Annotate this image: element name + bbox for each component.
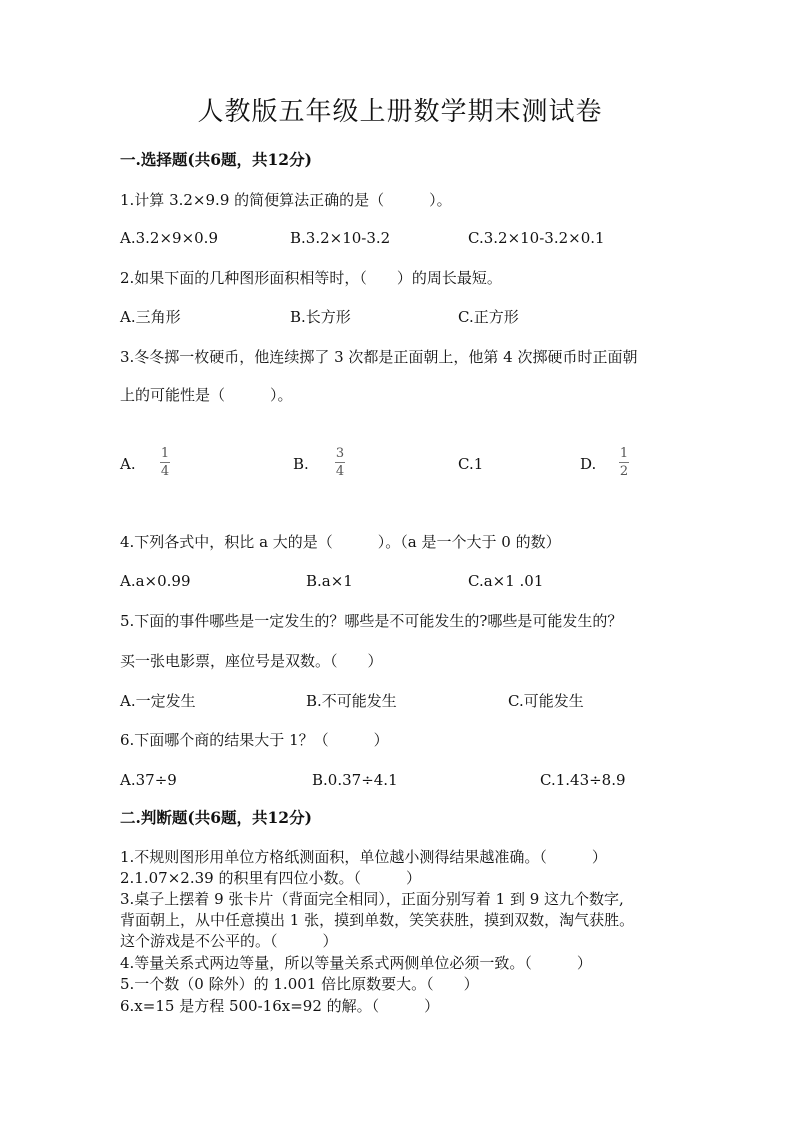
question-2-option-b[interactable]: B.长方形	[290, 308, 351, 326]
judge-line-5: 这个游戏是不公平的。（ ）	[120, 932, 338, 950]
question-3-stem-line2: 上的可能性是（ ）。	[120, 386, 293, 404]
question-4-stem: 4.下列各式中，积比 a 大的是（ ）。（a 是一个大于 0 的数）	[120, 533, 561, 551]
fraction-bar	[335, 462, 345, 463]
question-3-option-d[interactable]: D.	[580, 455, 597, 473]
question-4-option-b[interactable]: B.a×1	[306, 572, 353, 590]
fraction-numerator: 1	[619, 446, 629, 461]
fraction-denominator: 2	[619, 464, 629, 479]
fraction-bar	[619, 462, 629, 463]
question-2-option-c[interactable]: C.正方形	[458, 308, 519, 326]
question-1-option-c[interactable]: C.3.2×10-3.2×0.1	[468, 229, 605, 247]
section-heading-judge: 二.判断题(共6题，共12分)	[120, 808, 312, 827]
fraction-denominator: 4	[335, 464, 345, 479]
question-3-option-c[interactable]: C.1	[458, 455, 484, 473]
question-1-stem: 1.计算 3.2×9.9 的简便算法正确的是（ ）。	[120, 191, 452, 209]
question-5-stem-line1: 5.下面的事件哪些是一定发生的？哪些是不可能发生的?哪些是可能发生的？	[120, 612, 623, 630]
fraction-denominator: 4	[160, 464, 170, 479]
question-5-option-c[interactable]: C.可能发生	[508, 692, 584, 710]
fraction-numerator: 1	[160, 446, 170, 461]
question-3-fraction-d	[619, 447, 629, 478]
question-5-option-b[interactable]: B.不可能发生	[306, 692, 397, 710]
question-3-fraction-a	[160, 447, 170, 478]
judge-line-1: 1.不规则图形用单位方格纸测面积，单位越小测得结果越准确。（ ）	[120, 848, 607, 866]
question-1-option-b[interactable]: B.3.2×10-3.2	[290, 229, 391, 247]
question-2-option-a[interactable]: A.三角形	[120, 308, 181, 326]
question-3-fraction-b	[335, 447, 345, 478]
question-6-stem: 6.下面哪个商的结果大于 1？（ ）	[120, 731, 389, 749]
question-3-stem-line1: 3.冬冬掷一枚硬币，他连续掷了 3 次都是正面朝上，他第 4 次掷硬币时正面朝	[120, 348, 638, 366]
question-6-option-b[interactable]: B.0.37÷4.1	[312, 771, 398, 789]
fraction-bar	[160, 462, 170, 463]
question-1-option-a[interactable]: A.3.2×9×0.9	[120, 229, 218, 247]
question-3-option-b[interactable]: B.	[293, 455, 309, 473]
question-6-option-c[interactable]: C.1.43÷8.9	[540, 771, 626, 789]
judge-line-3: 3.桌子上摆着 9 张卡片（背面完全相同），正面分别写着 1 到 9 这九个数字,	[120, 890, 624, 908]
question-4-option-a[interactable]: A.a×0.99	[120, 572, 191, 590]
question-5-option-a[interactable]: A.一定发生	[120, 692, 196, 710]
judge-line-2: 2.1.07×2.39 的积里有四位小数。（ ）	[120, 869, 421, 887]
question-6-option-a[interactable]: A.37÷9	[120, 771, 177, 789]
judge-line-6: 4.等量关系式两边等量，所以等量关系式两侧单位必须一致。（ ）	[120, 954, 592, 972]
question-5-stem-line2: 买一张电影票，座位号是双数。（ ）	[120, 652, 383, 670]
question-2-stem: 2.如果下面的几种图形面积相等时，（ ）的周长最短。	[120, 269, 502, 287]
question-3-option-a[interactable]: A.	[120, 455, 136, 473]
judge-line-8: 6.x=15 是方程 500-16x=92 的解。（ ）	[120, 997, 440, 1015]
page-title: 人教版五年级上册数学期末测试卷	[197, 97, 603, 127]
judge-line-4: 背面朝上，从中任意摸出 1 张，摸到单数，笑笑获胜，摸到双数，淘气获胜。	[120, 911, 635, 929]
question-4-option-c[interactable]: C.a×1 .01	[468, 572, 544, 590]
section-heading-choice: 一.选择题(共6题，共12分)	[120, 150, 312, 169]
judge-line-7: 5.一个数（0 除外）的 1.001 倍比原数要大。（ ）	[120, 975, 479, 993]
fraction-numerator: 3	[335, 446, 345, 461]
